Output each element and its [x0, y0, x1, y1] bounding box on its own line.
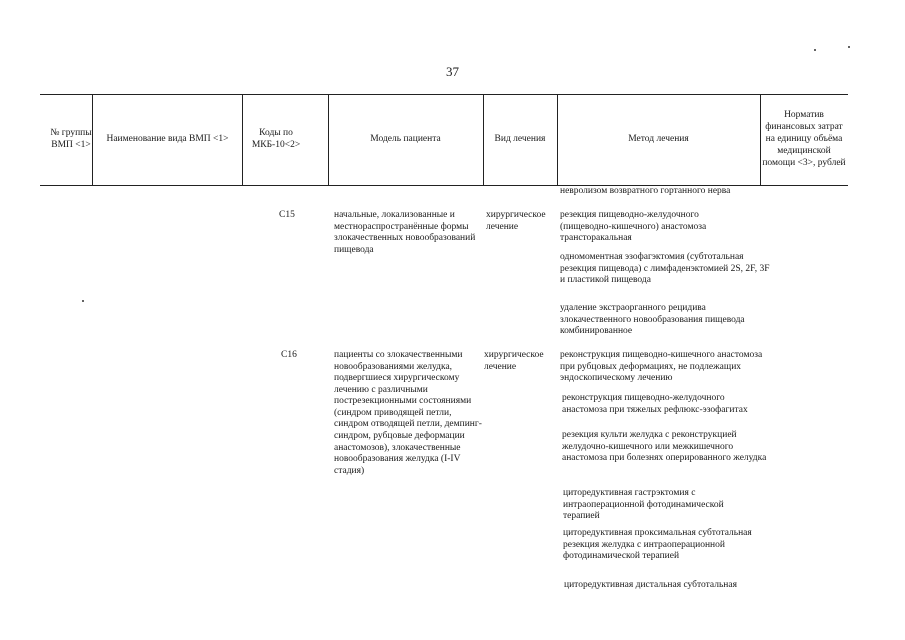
header-model: Модель пациента: [370, 134, 441, 145]
row-method: одномоментная эзофагэктомия (субтотальная резекция пищевода) с лимфаденэктомией 2S, 2F, 3F и пластикой пищевода: [560, 252, 770, 286]
header-norm: Норматив финансовых затрат на единицу объёма медицинской помощи <3>, рублей: [762, 110, 846, 168]
page-number: 37: [446, 64, 459, 79]
row-code: C16: [281, 350, 297, 360]
row-method: реконструкция пищеводно-желудочного анастомоза при тяжелых рефлюкс-эзофагитах: [562, 393, 748, 415]
row-treatment-type: хирургическое лечение: [484, 350, 544, 372]
row-code: C15: [279, 210, 295, 220]
header-method: Метод лечения: [628, 134, 689, 145]
row-model: пациенты со злокачественными новообразованиями желудка, подвергшиеся хирургическому лечению с различными пострезекционными состояниями (синдром приводящей петли, синдром отводящей петли, демпинг-синдром, рубцовые деформации анастомозов), злокачественные новообразования желудка (I-IV стадия): [334, 350, 482, 476]
row-method: удаление экстраорганного рецидива злокачественного новообразования пищевода комбинированное: [560, 303, 745, 337]
row-method: циторедуктивная гастрэктомия с интраоперационной фотодинамической терапией: [563, 488, 724, 522]
row-method: циторедуктивная проксимальная субтотальная резекция желудка с интраоперационной фотодинамической терапией: [563, 528, 752, 562]
scan-mark: [82, 300, 84, 302]
header-type: Вид лечения: [494, 134, 546, 145]
row-method: резекция культи желудка с реконструкцией желудочно-кишечного или межкишечного анастомоза при болезнях оперированного желудка: [562, 430, 767, 464]
header-group: № группы ВМП <1>: [50, 128, 92, 150]
table-header: [40, 94, 848, 186]
row-model: начальные, локализованные и местнораспространённые формы злокачественных новообразований пищевода: [334, 210, 476, 255]
row-method: реконструкция пищеводно-кишечного анастомоза при рубцовых деформациях, не подлежащих эндоскопическому лечению: [560, 350, 763, 384]
row-method: циторедуктивная дистальная субтотальная: [564, 580, 737, 590]
row-method: резекция пищеводно-желудочного (пищеводно-кишечного) анастомоза трансторакальная: [560, 210, 707, 244]
scan-mark: [848, 46, 850, 48]
header-name: Наименование вида ВМП <1>: [106, 134, 229, 145]
method-continuation: невролизом возвратного гортанного нерва: [560, 186, 731, 196]
scan-mark: [814, 49, 816, 51]
row-treatment-type: хирургическое лечение: [486, 210, 546, 232]
header-codes: Коды по МКБ-10<2>: [251, 128, 301, 150]
